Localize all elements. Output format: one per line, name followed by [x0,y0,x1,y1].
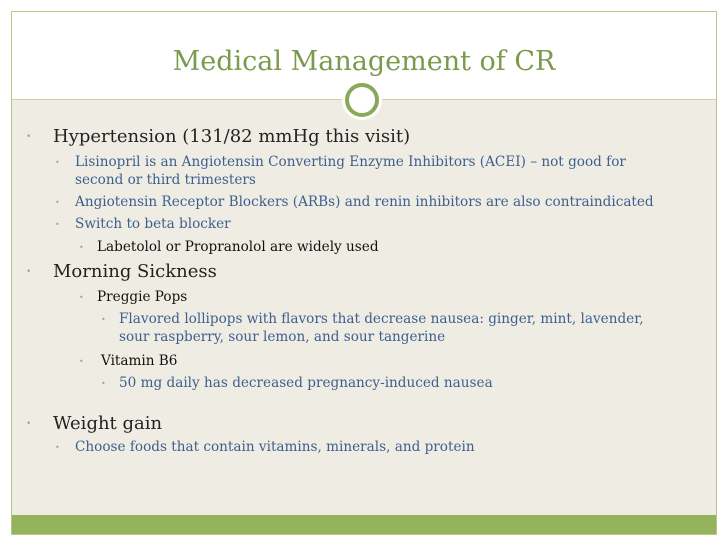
bullet-morning-sickness: Morning Sickness [53,261,217,282]
slide [11,11,717,535]
footer-band [12,515,716,534]
bullet-hypertension: Hypertension (131/82 mmHg this visit) [53,126,411,147]
slide-body [12,12,716,534]
bullet-weight-gain: Weight gain [53,413,163,434]
bullet-labetolol: Labetolol or Propranolol are widely used [97,239,379,255]
bullet-icon: • [26,267,32,277]
bullet-choose-foods: Choose foods that contain vitamins, minerals, and protein [75,439,475,455]
bullet-icon: • [55,220,60,229]
bullet-icon: • [79,357,84,366]
bullet-lisinopril: Lisinopril is an Angiotensin Converting Enzyme Inhibitors (ACEI) – not good for [75,154,626,170]
bullet-icon: • [101,315,106,324]
bullet-icon: • [101,379,106,388]
bullet-icon: • [55,158,60,167]
bullet-lollipops: Flavored lollipops with flavors that decrease nausea: ginger, mint, lavender, [119,311,644,327]
bullet-lisinopril-cont: second or third trimesters [75,172,256,188]
bullet-icon: • [79,293,84,302]
bullet-icon: • [55,443,60,452]
bullet-vitamin-b6: Vitamin B6 [101,353,178,369]
bullet-preggie-pops: Preggie Pops [97,289,188,305]
bullet-arbs: Angiotensin Receptor Blockers (ARBs) and renin inhibitors are also contraindicated [75,194,654,210]
bullet-lollipops-cont: sour raspberry, sour lemon, and sour tangerine [119,329,446,345]
bullet-switch-beta-blocker: Switch to beta blocker [75,216,231,232]
bullet-b6-detail: 50 mg daily has decreased pregnancy-induced nausea [119,375,493,391]
bullet-icon: • [79,243,84,252]
slide-title: Medical Management of CR [172,46,556,77]
bullet-icon: • [26,132,32,142]
bullet-icon: • [26,419,32,429]
bullet-icon: • [55,198,60,207]
